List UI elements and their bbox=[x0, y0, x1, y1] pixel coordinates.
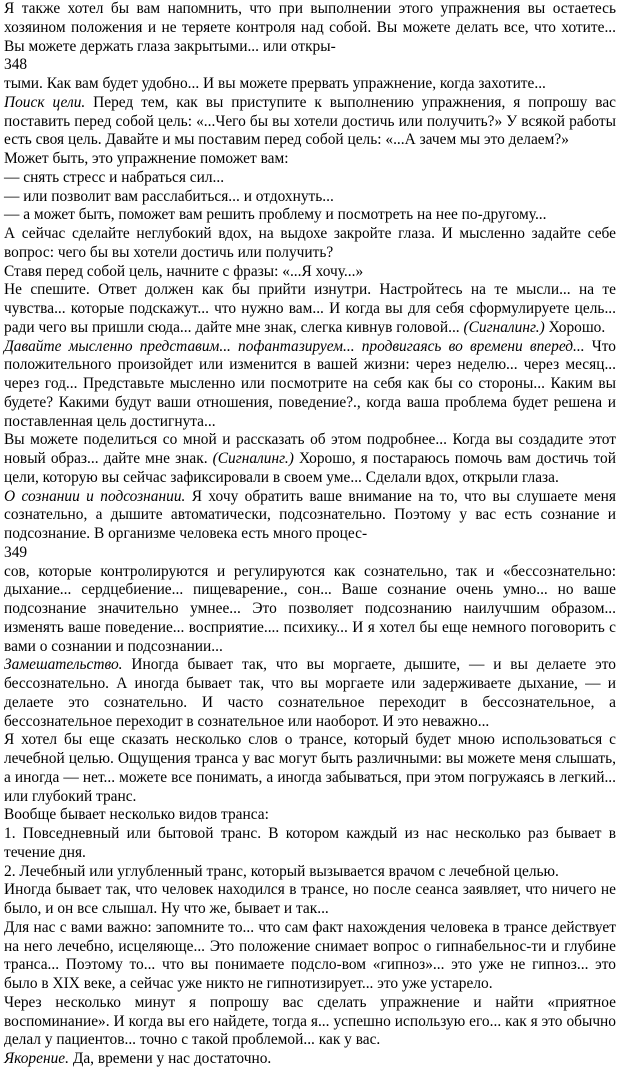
text-run: Иногда бывает так, что вы моргаете, дышите, — и вы делаете это бессознательно. А иногда бывает так, что вы моргаете или задерживаете дыхание, — и делаете это сознательно. И часто сознательное переходит в бессознательное, а бессознательное переходит в сознательное или наоборот. И это неважно... bbox=[4, 656, 616, 730]
text-run: — а может быть, поможет вам решить проблему и посмотреть на нее по-другому... bbox=[4, 206, 547, 224]
paragraph bbox=[4, 656, 616, 731]
text-run: Иногда бывает так, что человек находился в трансе, но после сеанса заявляет, что ничего не было, и он все слышал. Ну что же, бывает и так... bbox=[4, 881, 616, 917]
text-run: Не спешите. Ответ должен как бы прийти изнутри. Настройтесь на те мысли... на те чувства... которые подскажут... что нужно вам... И когда вы для себя сформулируете цель... ради чего вы пришли сюда... дайте мне знак, слегка кивнув головой... bbox=[4, 281, 616, 336]
italic-text-run: О сознании и подсознании. bbox=[4, 487, 186, 505]
paragraph bbox=[4, 263, 616, 282]
paragraph bbox=[4, 338, 616, 432]
text-run: Вы можете поделиться со мной и рассказать об этом подробнее... Когда вы создадите этот новый образ... дайте мне знак. bbox=[4, 431, 616, 467]
italic-text-run: (Сигналинг.) bbox=[212, 450, 294, 467]
paragraph bbox=[4, 731, 616, 806]
text-run: — снять стресс и набраться сил... bbox=[4, 168, 225, 186]
text-run: Что положительного произойдет или изменится в вашей жизни: через неделю... через месяц... через год... Представьте мысленно или посмотрите на себя как бы со стороны... Каким вы будете? Какими будут ваши отношения, поведение?., когда ваша проблема будет решена и поставленная цель достигнута... bbox=[4, 337, 616, 430]
italic-text-run: Якорение. bbox=[4, 1050, 69, 1067]
italic-text-run: Замешательство. bbox=[4, 656, 123, 674]
paragraph bbox=[4, 94, 616, 150]
paragraph bbox=[4, 863, 616, 882]
text-run: Ставя перед собой цель, начните с фразы: «...Я хочу...» bbox=[4, 262, 364, 280]
text-run: Хорошо. bbox=[544, 318, 606, 336]
paragraph bbox=[4, 206, 616, 225]
text-run: Может быть, это упражнение поможет вам: bbox=[4, 150, 289, 167]
paragraph bbox=[4, 544, 616, 563]
paragraph bbox=[4, 281, 616, 337]
paragraph bbox=[4, 1050, 616, 1069]
paragraph bbox=[4, 806, 616, 825]
text-run: Да, времени у нас достаточно. bbox=[68, 1050, 272, 1067]
text-run: сов, которые контролируются и регулируются как сознательно, так и «бессознательно: дыхание... сердцебиение... пищеварение., сон... Ваше сознание очень умно... но ваше подсознание значительно умнее... Это позволяет подсознанию наилучшим образом... изменять ваше поведение... восприятие.... психику... И я хотел бы еще немного поговорить с вами о сознании и подсознании... bbox=[4, 562, 616, 655]
text-run: Через несколько минут я попрошу вас сделать упражнение и найти «приятное воспоминание». И когда вы его найдете, тогда я... успешно использую его... как я это обычно делал у пациентов... точно с такой проблемой... как у вас. bbox=[4, 993, 616, 1049]
text-run: 349 bbox=[4, 543, 28, 561]
text-run: 348 bbox=[4, 56, 28, 74]
text-run: 2. Лечебный или углубленный транс, который вызывается врачом с лечебной целью. bbox=[4, 862, 559, 880]
paragraph bbox=[4, 225, 616, 263]
text-run: Я хочу обратить ваше внимание на то, что вы слушаете меня сознательно, а дышите автоматически, подсознательно. Поэтому у вас есть сознание и подсознание. В организме человека есть много процес- bbox=[4, 487, 616, 542]
italic-text-run: Давайте мысленно представим... пофантазируем... продвигаясь во времени вперед... bbox=[4, 337, 585, 355]
paragraph bbox=[4, 881, 616, 919]
italic-text-run: (Сигналинг.) bbox=[463, 318, 545, 336]
paragraph bbox=[4, 56, 616, 75]
paragraph bbox=[4, 919, 616, 994]
paragraph bbox=[4, 994, 616, 1050]
text-run: 1. Повседневный или бытовой транс. В котором каждый из нас несколько раз бывает в течение дня. bbox=[4, 825, 616, 861]
paragraph bbox=[4, 563, 616, 657]
paragraph bbox=[4, 825, 616, 863]
paragraph bbox=[4, 431, 616, 487]
paragraph bbox=[4, 488, 616, 544]
text-run: Я хотел бы еще сказать несколько слов о трансе, который будет мною использоваться с лечебной целью. Ощущения транса у вас могут быть различными: вы можете меня слышать, а иногда — нет... можете все понимать, а иногда забываться, при этом погружаясь в легкий... или глубокий транс. bbox=[4, 731, 616, 805]
paragraph bbox=[4, 188, 616, 207]
text-run: Я также хотел бы вам напомнить, что при выполнении этого упражнения вы остаетесь хозяином положения и не теряете контроля над собой. Вы можете делать все, что хотите... Вы можете держать глаза закрытыми... или откры- bbox=[4, 0, 616, 55]
paragraph bbox=[4, 169, 616, 188]
text-run: А сейчас сделайте неглубокий вдох, на выдохе закройте глаза. И мысленно задайте себе вопрос: чего бы вы хотели достичь или получить? bbox=[4, 225, 616, 261]
text-run: тыми. Как вам будет удобно... И вы можете прервать упражнение, когда захотите... bbox=[4, 75, 546, 92]
text-run: Хорошо, я постараюсь помочь вам достичь той цели, которую вы сейчас зафиксировали в своем уме... Сделали вдох, открыли глаза. bbox=[4, 450, 616, 486]
text-run: Для нас с вами важно: запомните то... что сам факт нахождения человека в трансе действует на него лечебно, исцеляюще... Это положение снимает вопрос о гипнабельнос-ти и глубине транса... Поэтому то... что вы понимаете подсло-вом «гипноз»... это уже не гипноз... это было в XIX веке, а сейчас уже никто не гипнотизирует... это уже устарело. bbox=[4, 918, 616, 992]
text-run: Перед тем, как вы приступите к выполнению упражнения, я попрошу вас поставить перед собой цель: «...Чего бы вы хотели достичь или получить?» У всякой работы есть своя цель. Давайте и мы поставим перед собой цель: «...А зачем мы это делаем?» bbox=[4, 93, 616, 149]
paragraph bbox=[4, 150, 616, 169]
paragraph bbox=[4, 75, 616, 94]
text-run: — или позволит вам расслабиться... и отдохнуть... bbox=[4, 187, 334, 205]
text-run: Вообще бывает несколько видов транса: bbox=[4, 806, 269, 824]
italic-text-run: Поиск цели. bbox=[4, 93, 86, 111]
paragraph bbox=[4, 0, 616, 56]
